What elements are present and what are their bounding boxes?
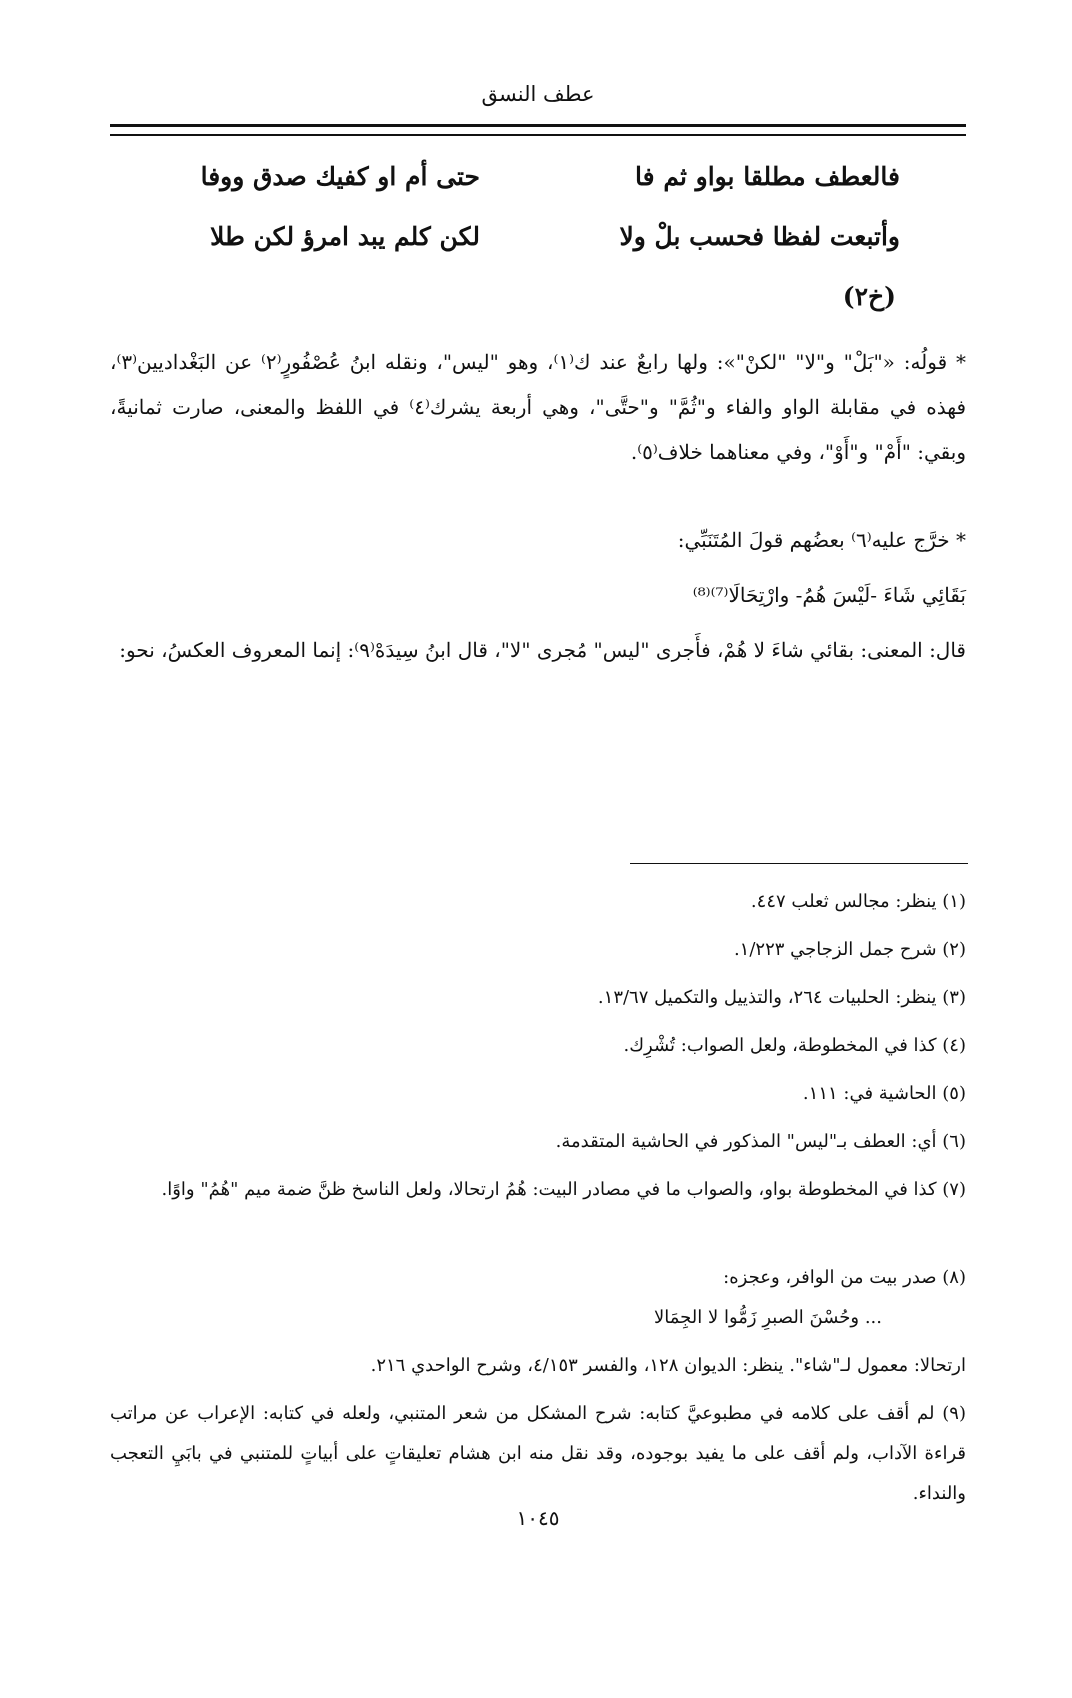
page-number: ١٠٤٥ <box>516 1506 560 1530</box>
commentary-paragraph-3: قال: المعنى: بقائي شاءَ لا هُمْ، فأَجرى "ليس" مُجرى "لا"، قال ابنُ سِيدَهْ⁽٩⁾: إنما المعروف العكسُ، نحو: <box>119 638 966 662</box>
verse-2-first-hemistich: وأتبعت لفظا فحسب بلْ ولا <box>619 222 900 251</box>
footnote-8-verse: ... وحُسْنَ الصبرِ زَمُّوا لا الجِمَالا <box>654 1307 882 1328</box>
footnote-9: (٩) لم أقف على كلامه في مطبوعيَّ كتابه: شرح المشكل من شعر المتنبي، ولعله في كتابه: الإعراب عن مراتب قراءة الآداب، ولم أقف على ما يفيد بوجوده، وقد نقل منه ابن هشام تعليقاتٍ على أبياتٍ للمتنبي في بابَيِ التعجب والنداء. <box>110 1403 966 1504</box>
quoted-verse: بَقَائِي شَاءَ -لَيْسَ هُمُ- وارْتِحَالَا⁽⁷⁾⁽⁸⁾ <box>692 583 966 607</box>
verse-line-2 <box>140 222 900 262</box>
verse-code: (خ٢) <box>842 282 896 311</box>
footnote-5: (٥) الحاشية في: ١١١. <box>802 1083 966 1104</box>
footnote-2: (٢) شرح جمل الزجاجي ١/٢٢٣. <box>733 939 966 960</box>
commentary-paragraph-1: * قولُه: «"بَلْ" و"لا" "لكنْ"»: ولها رابعٌ عند ك⁽١⁾، وهو "ليس"، ونقله ابنُ عُصْفُورٍ⁽٢⁾ عن البَغْداديين⁽٣⁾، فهذه في مقابلة الواو والفاء و"ثُمَّ" و"حتَّى"، وهي أربعة يشرك⁽٤⁾ في اللفظ والمعنى، صارت ثمانيةً، وبقي: "أَمْ" و"أَوْ"، وفي معناهما خلاف⁽٥⁾. <box>110 350 967 464</box>
footnote-7: (٧) كذا في المخطوطة بواو، والصواب ما في مصادر البيت: هُمُ ارتحالا، ولعل الناسخ ظنَّ ضمة ميم "هُمُ" واوًا. <box>161 1179 966 1200</box>
verse-1-second-hemistich: حتى أم او كفيك صدق ووفا <box>200 162 480 191</box>
footnote-separator <box>630 863 968 864</box>
header-rule-thick <box>110 124 966 127</box>
footnote-3: (٣) ينظر: الحلبيات ٢٦٤، والتذييل والتكميل ١٣/٦٧. <box>597 987 966 1008</box>
verse-1-first-hemistich: فالعطف مطلقا بواو ثم فا <box>635 162 900 191</box>
verse-2-second-hemistich: لكن كلم يبد امرؤ لكن طلا <box>210 222 480 251</box>
verse-line-1 <box>140 162 900 202</box>
footnote-8: (٨) صدر بيت من الوافر، وعجزه: <box>723 1267 966 1288</box>
footnote-1: (١) ينظر: مجالس ثعلب ٤٤٧. <box>750 891 966 912</box>
footnote-6: (٦) أي: العطف بـ"ليس" المذكور في الحاشية المتقدمة. <box>555 1131 966 1152</box>
commentary-paragraph-2: * خرَّج عليه⁽٦⁾ بعضُهم قولَ المُتَنَبِّي: <box>677 528 966 552</box>
running-header: عطف النسق <box>481 82 595 106</box>
footnote-4: (٤) كذا في المخطوطة، ولعل الصواب: تُشْرِك. <box>623 1035 966 1056</box>
footnote-8-continuation: ارتحالا: معمول لـ"شاء". ينظر: الديوان ١٢٨، والفسر ٤/١٥٣، وشرح الواحدي ٢١٦. <box>370 1355 966 1376</box>
header-rule-thin <box>110 134 966 136</box>
